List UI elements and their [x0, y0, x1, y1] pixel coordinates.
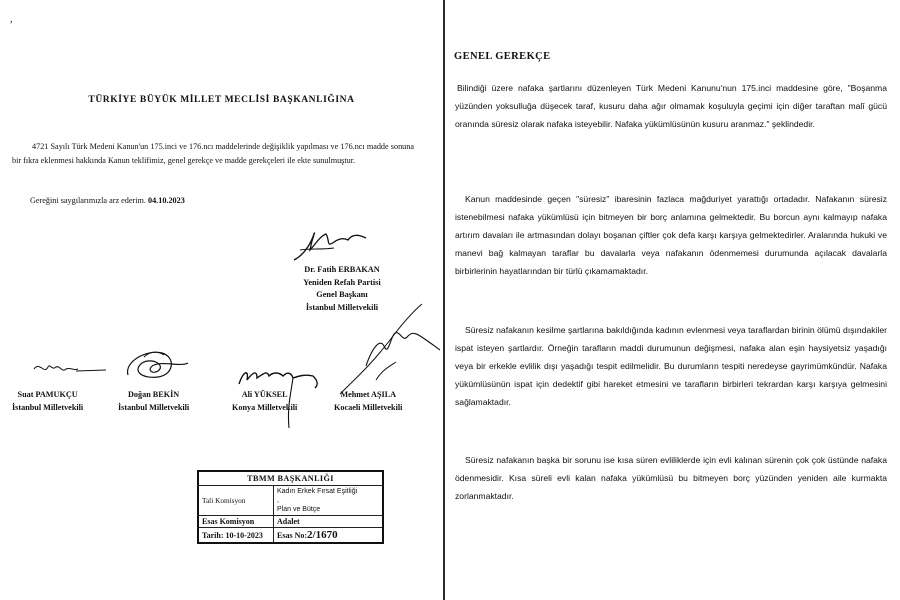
tbmm-registry-stamp — [197, 470, 384, 544]
addressee-heading: TÜRKİYE BÜYÜK MİLLET MECLİSİ BAŞKANLIĞINA — [88, 95, 355, 105]
signer-region: İstanbul Milletvekili — [12, 402, 84, 412]
closing-date: 04.10.2023 — [147, 196, 185, 205]
stamp-tali-value-line: , — [277, 497, 279, 504]
main-signer-role: Genel Başkanı — [316, 290, 368, 299]
signer-block-3 — [232, 389, 297, 414]
intro-paragraph: 4721 Sayılı Türk Medeni Kanun'un 175.inci ve 176.ncı maddelerinde değişiklik yapılması ve 176.ncı madde sonuna bir fıkra eklenmesi hakkında Kanun teklifimiz, genel gerekçe ve madde gerekçeleri ile ekte sunulmuştur. — [12, 142, 414, 165]
main-signature-drawing — [290, 228, 370, 264]
gerekce-paragraph-4: Süresiz nafakanın başka bir sorunu ise kısa süren evliliklerde için evli kalınan sürenin çok çok üstünde nafaka ödenmesidir. Kısa süreli evli kalan nafaka yükümlüsü bu bitmeyen borç yüzünden yeniden aile kurmakta zorlanmaktadır. — [455, 455, 887, 502]
signature-drawing-1 — [30, 355, 110, 385]
signer-region: Konya Milletvekili — [232, 402, 298, 412]
signer-name: Doğan BEKİN — [128, 390, 180, 399]
signer-block-4 — [334, 389, 402, 414]
gerekce-paragraph-2: Kanun maddesinde geçen "süresiz" ibaresinin fazlaca mağduriyet yarattığı ortadadır. Nafakanın süresiz istenebilmesi nafaka yükümlüsü için bitmeyen bir borç anlamına gelmektedir. Bu borcun aynı kalmayıp nafaka artırım davaları ile artmasından dolayı boşanan çiftler çok defa karşı karşıya gelmektedirler. Aralarında hukuki ve manevi bağ kalmayan taraflar bu davalarla veya nafakanın ödenmemesi durumunda açılacak davalarla birbirlerinin hayatlarından bir türlü çıkamamaktadır. — [455, 194, 887, 277]
signer-block-2 — [118, 389, 189, 414]
stamp-esas-no — [274, 528, 384, 544]
stamp-tali-label: Tali Komisyon — [198, 486, 274, 516]
stamp-esas-no-label: Esas No: — [277, 531, 308, 540]
gerekce-paragraph-3: Süresiz nafakanın kesilme şartlarına bakıldığında kadının evlenmesi veya taraflardan birinin ölümü dışındakiler ispat isteyen şartlardır. Örneğin tarafların maddi durumunun değişmesi, nafaka alan eşin haysiyetsiz yaşadığı veya bir erkekle evlilik dışı yaşadığı tespit edilmelidir. Bu durumların tespiti neredeyse gayrimümkündür. Nafaka yükümlüsünün ispat için dedektif gibi hareket etmesini ve tarafların birbirleri tekrardan karşı karşıya gelmesini sağlamaktadır. — [455, 325, 887, 408]
signer-name: Ali YÜKSEL — [241, 390, 288, 399]
stamp-date: Tarih: 10-10-2023 — [198, 528, 274, 544]
main-signer-name: Dr. Fatih ERBAKAN — [304, 265, 380, 274]
signer-block-1 — [12, 389, 83, 414]
stray-mark: , — [10, 14, 13, 25]
stamp-tali-value — [274, 486, 384, 516]
stamp-tali-value-line: Plan ve Bütçe — [277, 506, 321, 513]
stamp-tali-value-line: Kadın Erkek Fırsat Eşitliği — [277, 488, 358, 495]
stamp-title: TBMM BAŞKANLIĞI — [198, 471, 383, 486]
closing-text: Gereğini saygılarımızla arz ederim. — [30, 196, 146, 205]
signature-drawing-2 — [118, 345, 192, 385]
signature-drawing-4 — [330, 300, 450, 400]
stamp-esas-label: Esas Komisyon — [198, 516, 274, 528]
main-signer-block — [285, 264, 399, 314]
main-signer-party: Yeniden Refah Partisi — [303, 277, 381, 287]
signer-region: İstanbul Milletvekili — [118, 402, 190, 412]
genel-gerekce-heading: GENEL GEREKÇE — [454, 51, 551, 62]
gerekce-paragraph-1: Bilindiği üzere nafaka şartlarını düzenleyen Türk Medeni Kanunu'nun 175.inci maddesine göre, "Boşanma yüzünden yoksulluğa düşecek taraf, kusuru daha ağır olmamak koşuluyla geçimi için diğer taraftan malî gücü oranında süresiz olarak nafaka isteyebilir. Nafaka yükümlüsünün kusuru aranmaz." şeklindedir. — [455, 83, 887, 130]
main-signer-region: İstanbul Milletvekili — [305, 302, 379, 312]
signer-name: Mehmet AŞILA — [340, 390, 397, 399]
stamp-esas-no-value: 2/1670 — [307, 529, 338, 541]
closing-line — [30, 196, 185, 205]
stamp-esas-value: Adalet — [274, 516, 384, 528]
signer-name: Suat PAMUKÇU — [17, 390, 78, 399]
signer-region: Kocaeli Milletvekili — [334, 402, 403, 412]
